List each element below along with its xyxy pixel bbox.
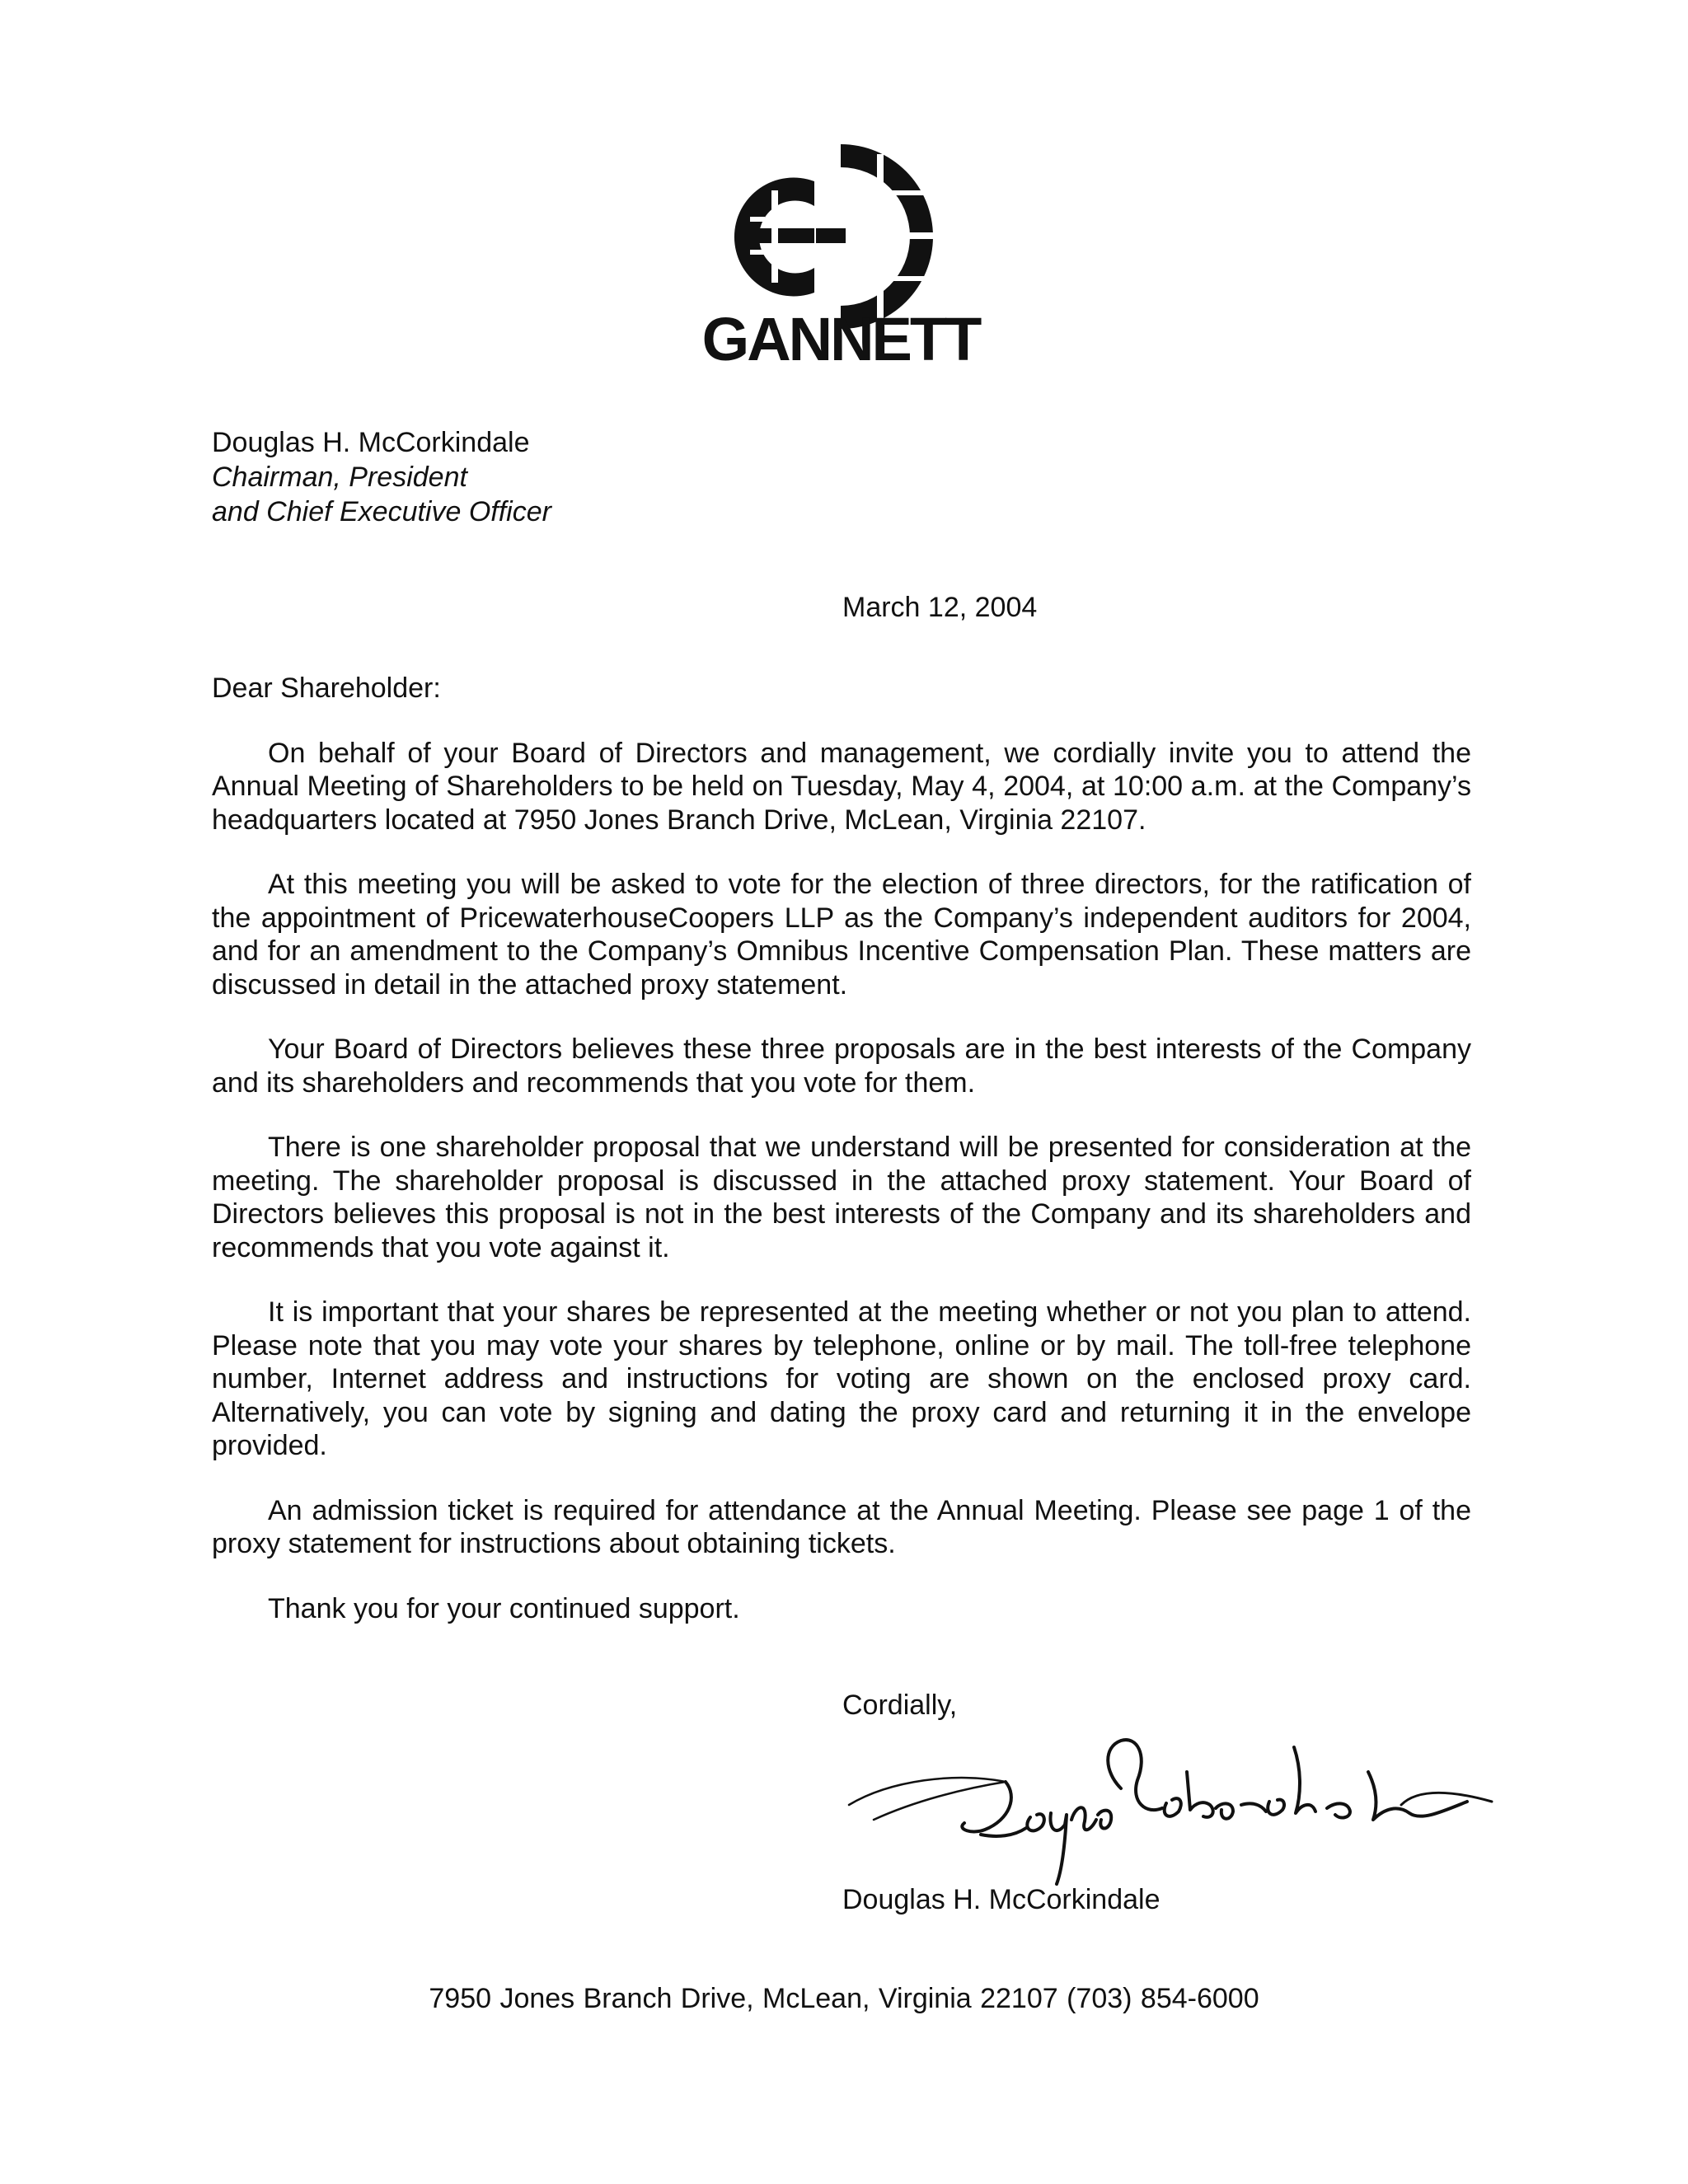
letter-date: March 12, 2004 [842, 592, 1038, 623]
gannett-logo [692, 136, 989, 371]
paragraph-shareholder-proposal: There is one shareholder proposal that we understand will be presented for consideration at the meeting. The shareholder proposal is discussed in the attached proxy statement. Your Board of Directors believes this proposal is not in the best interests of the Company and its shareholders and recommends that you vote against it. [212, 1132, 1471, 1263]
sender-title-line-2: and Chief Executive Officer [212, 496, 551, 527]
paragraph-admission-ticket: An admission ticket is required for attendance at the Annual Meeting. Please see page 1 of the proxy statement for instructions about obtaining tickets. [212, 1494, 1471, 1559]
paragraph-thank-you: Thank you for your continued support. [268, 1592, 740, 1624]
sender-block [212, 425, 551, 529]
gannett-globe-icon [692, 136, 989, 371]
footer-address: 7950 Jones Branch Drive, McLean, Virginia 22107 (703) 854-6000 [429, 1983, 1259, 2014]
closing: Cordially, [842, 1690, 958, 1721]
handwritten-signature [841, 1722, 1517, 1887]
logo-wordmark: GANNETT [701, 305, 980, 371]
paragraph-voting-methods: It is important that your shares be represented at the meeting whether or not you plan to attend. Please note that you may vote your shares by telephone, online or by mail. The toll-free telephone number, Internet address and instructions for voting are shown on the enclosed proxy card. Alternatively, you can vote by signing and dating the proxy card and returning it in the envelope provided. [212, 1296, 1471, 1461]
sender-name: Douglas H. McCorkindale [212, 427, 530, 458]
paragraph-board-recommendation: Your Board of Directors believes these three proposals are in the best interests of the Company and its shareholders and recommends that you vote for them. [212, 1033, 1471, 1099]
letter-body [212, 672, 1471, 1657]
sender-title-line-1: Chairman, President [212, 462, 467, 493]
paragraph-voting-items: At this meeting you will be asked to vote for the election of three directors, for the ratification of the appointment of PricewaterhouseCoopers LLP as the Company’s independent auditors for 2004, and for an amendment to the Company’s Omnibus Incentive Compensation Plan. These matters are discussed in detail in the attached proxy statement. [212, 869, 1471, 1001]
salutation: Dear Shareholder: [212, 673, 441, 704]
paragraph-invitation: On behalf of your Board of Directors and management, we cordially invite you to attend the Annual Meeting of Shareholders to be held on Tuesday, May 4, 2004, at 10:00 a.m. at the Company’s headquarters located at 7950 Jones Branch Drive, McLean, Virginia 22107. [212, 737, 1471, 836]
signer-name: Douglas H. McCorkindale [842, 1884, 1160, 1915]
